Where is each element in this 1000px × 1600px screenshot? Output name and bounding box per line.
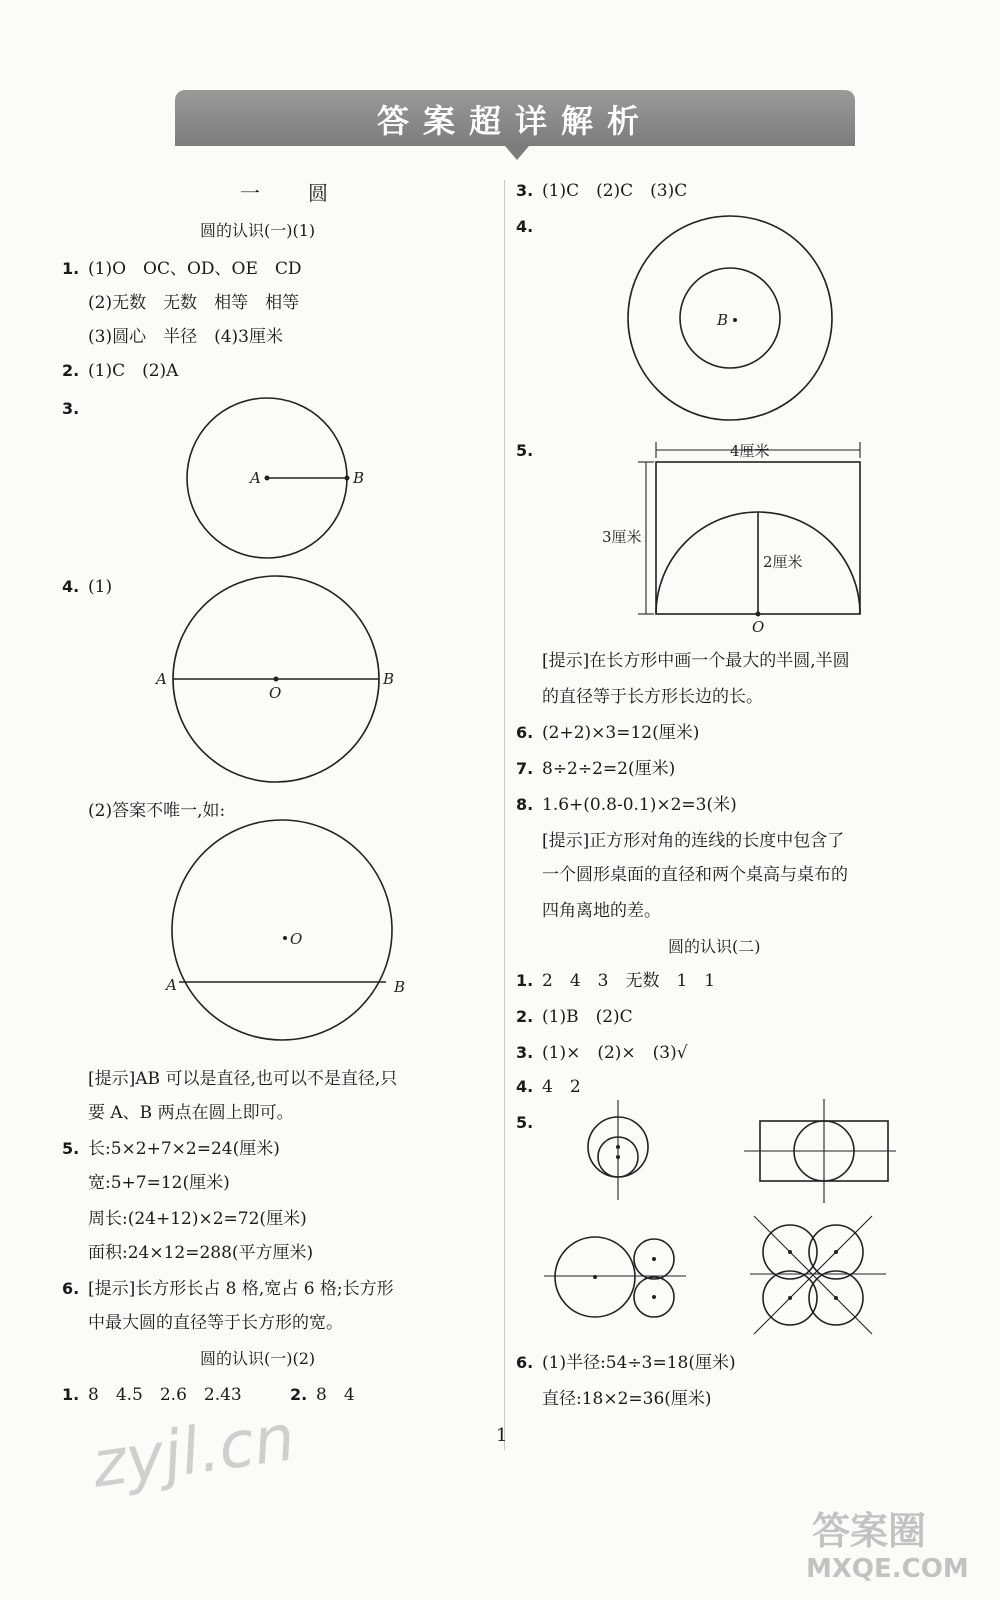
dimension-label-radius: 2厘米 xyxy=(763,553,803,571)
hint-line: 一个圆形桌面的直径和两个桌高与桌布的 xyxy=(542,865,848,885)
page-number: 1 xyxy=(496,1425,508,1446)
answer-line: (1)× (2)× (3)√ xyxy=(542,1043,688,1063)
hint-line: [提示]长方形长占 8 格,宽占 6 格;长方形 xyxy=(88,1279,394,1299)
point-label-b: B xyxy=(353,469,365,487)
question-number: 6. xyxy=(62,1279,80,1298)
four-circles-figure xyxy=(748,1210,888,1350)
point-label-a: A xyxy=(156,670,167,688)
question-number: 6. xyxy=(516,723,534,742)
question-number: 4. xyxy=(516,217,534,236)
answer-line: 8÷2÷2=2(厘米) xyxy=(542,759,676,779)
point-label-o: O xyxy=(290,930,303,948)
answer-line: (1)半径:54÷3=18(厘米) xyxy=(542,1353,736,1373)
point-label-b: B xyxy=(394,978,406,996)
answer-line: (1) xyxy=(88,577,113,597)
rectangle-semicircle-figure xyxy=(590,430,880,640)
answer-line: (2+2)×3=12(厘米) xyxy=(542,723,700,743)
question-number: 2. xyxy=(62,361,80,380)
question-number: 1. xyxy=(62,1385,80,1404)
point-label-b: B xyxy=(717,311,729,329)
point-label-o: O xyxy=(269,684,282,702)
point-label-a: A xyxy=(250,469,261,487)
circle-figure-q3 xyxy=(180,405,380,565)
question-number: 1. xyxy=(62,259,80,278)
chapter-title: 一 圆 xyxy=(240,181,342,205)
answer-line: 直径:18×2=36(厘米) xyxy=(542,1389,712,1409)
answer-line: (2)答案不唯一,如: xyxy=(88,801,226,821)
answer-line: (3)圆心 半径 (4)3厘米 xyxy=(88,327,283,347)
question-number: 2. xyxy=(290,1385,308,1404)
answer-line: (1)C (2)C (3)C xyxy=(542,181,688,201)
question-number: 8. xyxy=(516,795,534,814)
point-label-o: O xyxy=(752,618,765,636)
hint-line: [提示]在长方形中画一个最大的半圆,半圆 xyxy=(542,651,850,671)
watermark-logo: 答案圈 xyxy=(812,1509,927,1553)
circle-figure-inner-tangent xyxy=(578,1095,668,1205)
dimension-label-top: 4厘米 xyxy=(730,442,770,460)
answer-line: 2 4 3 无数 1 1 xyxy=(542,971,716,991)
watermark-url: MXQE.COM xyxy=(806,1554,969,1584)
rectangle-circle-figure xyxy=(740,1095,900,1205)
question-number: 2. xyxy=(516,1007,534,1026)
question-number: 7. xyxy=(516,759,534,778)
hint-line: 的直径等于长方形长边的长。 xyxy=(542,687,763,707)
answer-line: 1.6+(0.8-0.1)×2=3(米) xyxy=(542,795,737,815)
point-label-a: A xyxy=(166,976,177,994)
hint-line: 要 A、B 两点在圆上即可。 xyxy=(88,1103,294,1123)
concentric-circles-figure xyxy=(625,212,845,432)
hint-line: [提示]正方形对角的连线的长度中包含了 xyxy=(542,831,845,851)
hint-line: [提示]AB 可以是直径,也可以不是直径,只 xyxy=(88,1069,398,1089)
watermark-logo: zyjl.cn xyxy=(87,1401,300,1503)
answer-line: 周长:(24+12)×2=72(厘米) xyxy=(88,1209,307,1229)
answer-line: 面积:24×12=288(平方厘米) xyxy=(88,1243,314,1263)
question-number: 5. xyxy=(516,1113,534,1132)
hint-line: 中最大圆的直径等于长方形的宽。 xyxy=(88,1313,343,1333)
section-title: 圆的认识(一)(2) xyxy=(200,1349,316,1368)
dimension-label-left: 3厘米 xyxy=(602,528,642,546)
question-number: 5. xyxy=(62,1139,80,1158)
section-title: 圆的认识(一)(1) xyxy=(200,221,316,240)
answer-line: (1)B (2)C xyxy=(542,1007,633,1027)
question-number: 6. xyxy=(516,1353,534,1372)
circle-figure-q4-2 xyxy=(150,820,420,1060)
answer-line: (1)O OC、OD、OE CD xyxy=(88,259,302,279)
circle-figure-q4-1 xyxy=(150,576,410,796)
answer-line: 4 2 xyxy=(542,1077,581,1097)
question-number: 3. xyxy=(62,399,80,418)
question-number: 4. xyxy=(516,1077,534,1096)
question-number: 3. xyxy=(516,181,534,200)
answer-line: 8 4.5 2.6 2.43 xyxy=(88,1385,242,1405)
question-number: 1. xyxy=(516,971,534,990)
page-title: 答案超详解析 xyxy=(376,102,653,140)
three-circles-figure xyxy=(540,1222,690,1337)
hint-line: 四角离地的差。 xyxy=(542,901,661,921)
question-number: 4. xyxy=(62,577,80,596)
column-divider xyxy=(504,180,505,1450)
answer-line: 8 4 xyxy=(316,1385,355,1405)
answer-line: 长:5×2+7×2=24(厘米) xyxy=(88,1139,280,1159)
answer-line: (2)无数 无数 相等 相等 xyxy=(88,293,300,313)
banner-pointer xyxy=(505,146,529,160)
question-number: 3. xyxy=(516,1043,534,1062)
answer-line: 宽:5+7=12(厘米) xyxy=(88,1173,230,1193)
answer-line: (1)C (2)A xyxy=(88,361,179,381)
point-label-b: B xyxy=(383,670,395,688)
section-title: 圆的认识(二) xyxy=(668,937,761,956)
question-number: 5. xyxy=(516,441,534,460)
